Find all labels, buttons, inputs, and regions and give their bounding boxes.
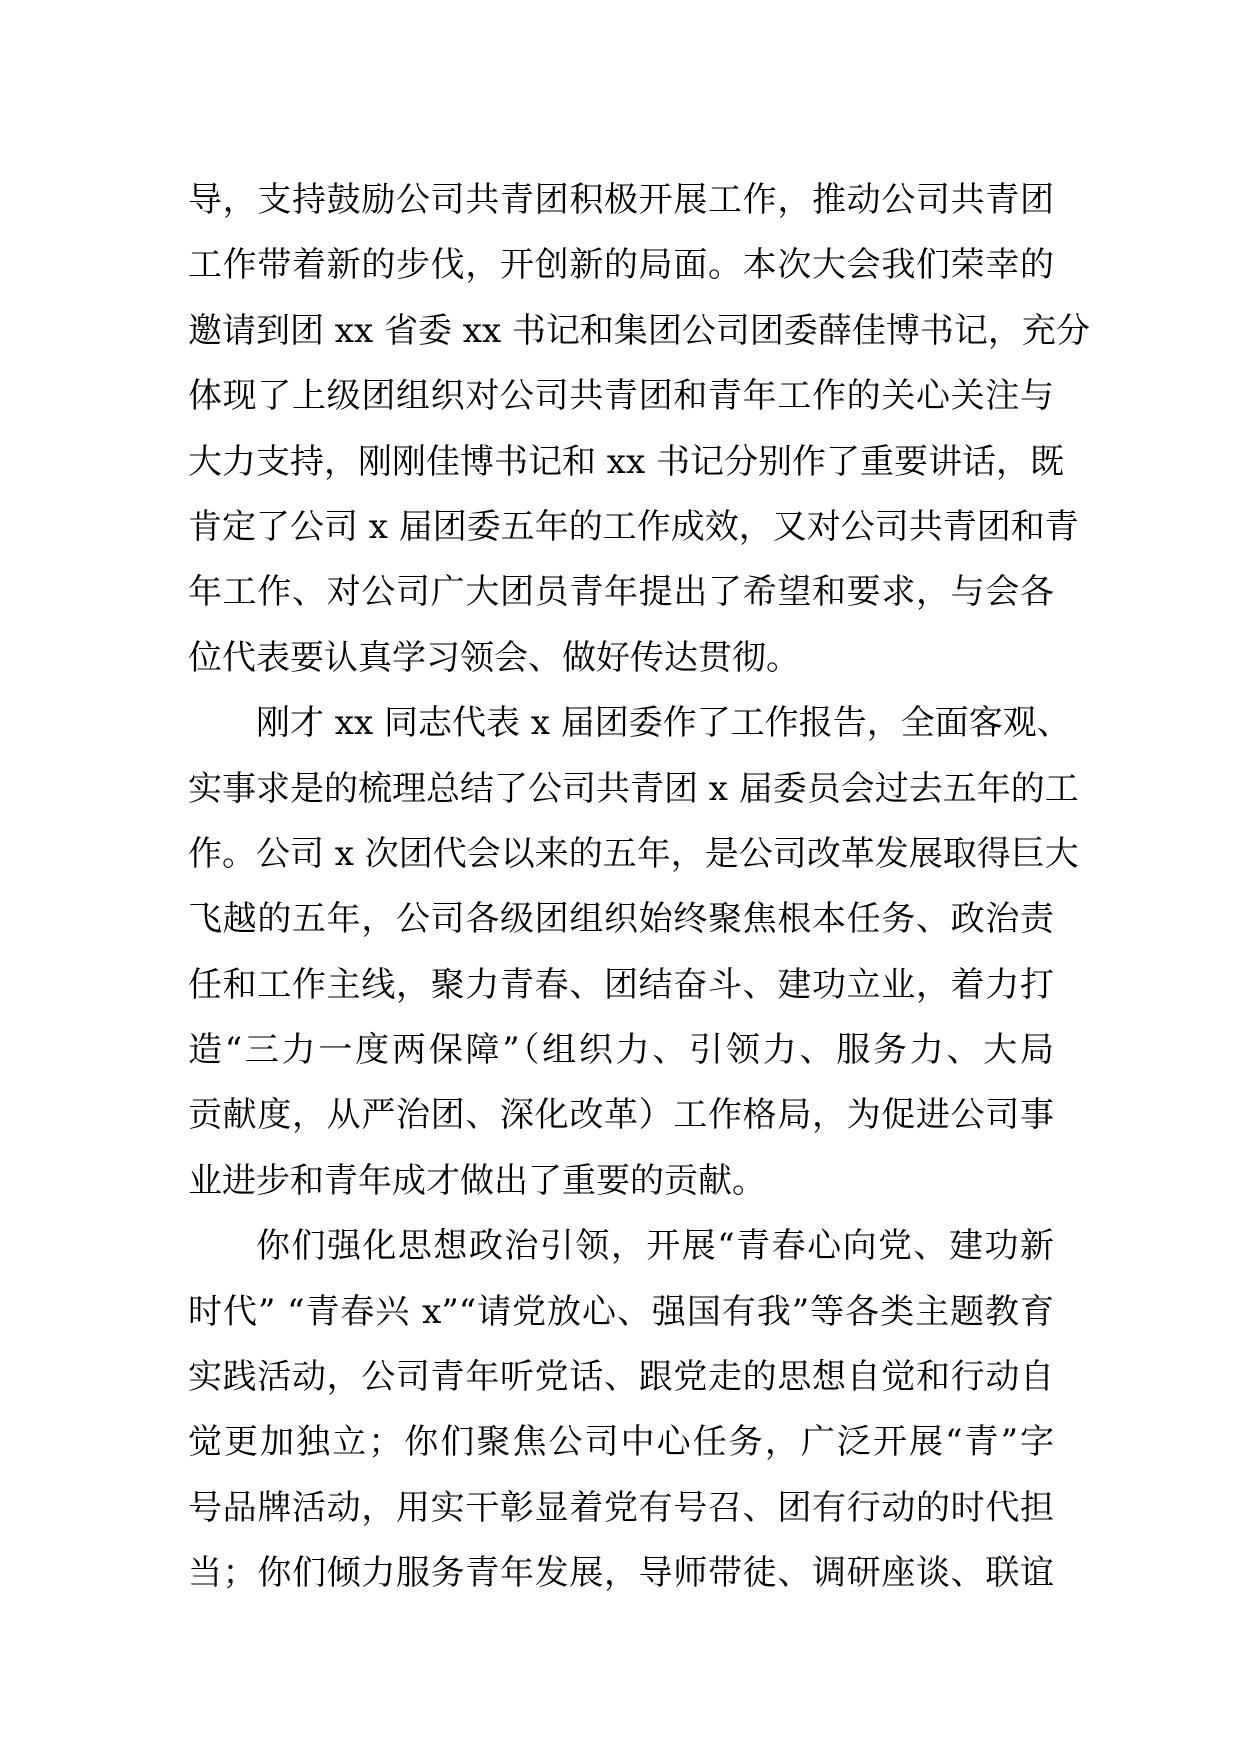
text-line: 位代表要认真学习领会、做好传达贯彻。: [188, 637, 800, 678]
text-line: 贡献度，从严治团、深化改革）工作格局，为促进公司事: [188, 1095, 1054, 1136]
text-line: 任和工作主线，聚力青春、团结奋斗、建功立业，着力打: [188, 964, 1054, 1005]
text-line: 实践活动，公司青年听党话、跟党走的思想自觉和行动自: [188, 1357, 1054, 1398]
text-line: 体现了上级团组织对公司共青团和青年工作的关心关注与: [188, 376, 1054, 417]
text-line: 造“三力一度两保障”（组织力、引领力、服务力、大局: [188, 1030, 1054, 1071]
text-line: 工作带着新的步伐，开创新的局面。本次大会我们荣幸的: [188, 245, 1054, 286]
text-line: 年工作、对公司广大团员青年提出了希望和要求，与会各: [188, 572, 1054, 613]
text-line: 觉更加独立；你们聚焦公司中心任务，广泛开展“青”字: [188, 1422, 1054, 1463]
text-line: 实事求是的梳理总结了公司共青团 x 届委员会过去五年的工: [188, 768, 1079, 809]
text-line: 肯定了公司 x 届团委五年的工作成效，又对公司共青团和青: [188, 506, 1079, 547]
text-line: 刚才 xx 同志代表 x 届团委作了工作报告，全面客观、: [256, 703, 1071, 744]
text-line: 业进步和青年成才做出了重要的贡献。: [188, 1160, 766, 1201]
text-line: 号品牌活动，用实干彰显着党有号召、团有行动的时代担: [188, 1487, 1054, 1528]
text-line: 当；你们倾力服务青年发展，导师带徒、调研座谈、联谊: [188, 1553, 1054, 1594]
text-line: 你们强化思想政治引领，开展“青春心向党、建功新: [256, 1226, 1054, 1267]
text-line: 作。公司 x 次团代会以来的五年，是公司改革发展取得巨大: [188, 833, 1079, 874]
text-line: 时代” “青春兴 x”“请党放心、强国有我”等各类主题教育: [188, 1291, 1054, 1332]
text-line: 大力支持，刚刚佳博书记和 xx 书记分别作了重要讲话，既: [188, 441, 1064, 482]
text-line: 邀请到团 xx 省委 xx 书记和集团公司团委薛佳博书记，充分: [188, 310, 1090, 351]
body-text: [188, 168, 1090, 1607]
text-line: 飞越的五年，公司各级团组织始终聚焦根本任务、政治责: [188, 899, 1054, 940]
text-line: 导，支持鼓励公司共青团积极开展工作，推动公司共青团: [188, 180, 1054, 220]
